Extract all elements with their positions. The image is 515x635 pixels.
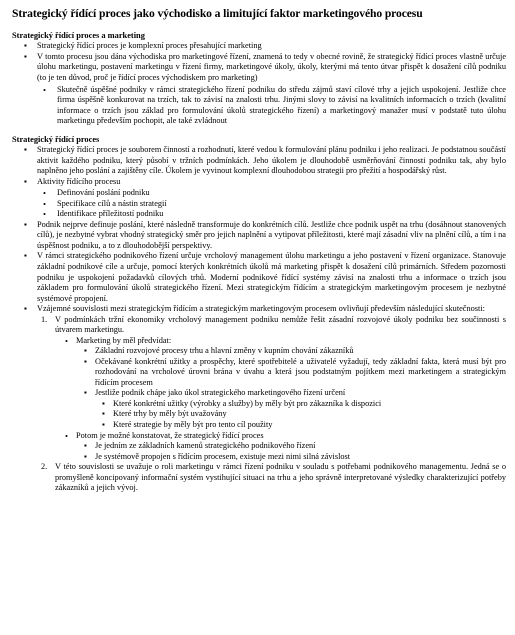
numbered-item-text: V této souvislosti se uvažuje o roli marketingu v rámci řízení podniku v souladu s potřebami podnikového managementu. Jedná se o promyšleně koncipovaný informační systém vystihující situaci na trhu a jeho správně interpretované výsledky charakterizující potřeby zákazníků a jejich vývoj. bbox=[55, 462, 506, 493]
list-item: ▪ Strategický řídící proces je souborem činností a rozhodnutí, které vedou k formulování plánu podniku i jeho realizaci. Je podstatnou součástí aktivit každého podniku, který působí v tržních podmínkách. Jeho úkolem je dlouhodobě usměrňování činnosti podniku tak, aby bylo naplněno jeho poslání a zajištěny cíle. Úkolem je vyvinout komplexní dlouhodobou strategii pro přežití a hospodářský růst. bbox=[12, 145, 506, 177]
conclusion-item: ▪ Je jedním ze základních kamenů strategického podnikového řízení bbox=[76, 441, 506, 452]
list-item: ▪ Strategický řídící proces je komplexní proces přesahující marketing bbox=[12, 41, 506, 52]
deep-item: ▪ Které trhy by měly být uvažovány bbox=[95, 409, 506, 420]
sub-list-item: • Skutečně úspěšné podniky v rámci strategického řízení podniku do středu zájmů staví cílové trhy a jejich uspokojení. Jestliže chce firma úspěšně konkurovat na trzích, tak to závisí na znalosti trhu. Jinými slovy to závisí na kvalitních informacích o trzích (kvalitní informace o trzích jsou základ pro formulování úkolů strategického řízení) a marketingový manažer musí v podstatě tuto úlohu marketingu především pochopit, ale také zvládnout bbox=[37, 85, 506, 127]
nested-item-text: Marketing by měl předvídat: bbox=[76, 335, 172, 345]
nested-item bbox=[55, 336, 506, 431]
list-item-text: V tomto procesu jsou dána východiska pro marketingové řízení, znamená to tedy v obecné rovině, že strategický řídící proces vlastně určuje úlohu marketingu, postavení marketingu v řízení firmy, marketingové úkoly, úkoly, kterými má tento útvar přispět k dosažení cílů podniku (to je ten důvod, proč je řídící proces východiskem pro marketing) bbox=[37, 51, 506, 82]
activity-item: • Specifikace cílů a nástin strategií bbox=[37, 199, 506, 210]
section-heading-strategy-and-marketing: Strategický řídící proces a marketing bbox=[12, 30, 145, 40]
nested-list bbox=[55, 336, 506, 462]
document-title: Strategický řídící proces jako východisko a limitující faktor marketingového procesu bbox=[12, 7, 423, 20]
list-item-text: Aktivity řídícího procesu bbox=[37, 176, 121, 186]
section-heading-strategic-process: Strategický řídící proces bbox=[12, 134, 100, 144]
list-item bbox=[12, 52, 506, 127]
activities-list bbox=[37, 188, 506, 220]
item-number: 2. bbox=[41, 462, 48, 472]
numbered-list bbox=[37, 315, 506, 494]
list-item bbox=[12, 177, 506, 220]
activity-item: • Identifikace příležitostí podniku bbox=[37, 209, 506, 220]
list-item: ▪ Podnik nejprve definuje poslání, které následně transformuje do konkrétních cílů. Jestliže chce podnik uspět na trhu (dosáhnout stanovených cílů), je nezbytné vybrat vhodný strategický směr pro jejich naplnění a vytipovat příležitosti, které mají zásadní vliv na plnění cílů, a tím i na úspěšnost podniku, a to z dlouhodobější perspektivy. bbox=[12, 220, 506, 252]
numbered-item bbox=[37, 315, 506, 462]
forecast-item: ▪ Očekávané konkrétní užitky a prospěchy, které spotřebitelé a uživatelé vyžadují, tedy základní fakta, která musí být pro rozhodování na vrcholové úrovni brána v úvahu a která jsou podstatným pojítkem mezi marketingem a strategickým řídícím procesem bbox=[76, 357, 506, 389]
numbered-item-text: V podmínkách tržní ekonomiky vrcholový management podniku nemůže řešit zásadní rozvojové úkoly podniku bez součinnosti s útvarem marketingu. bbox=[55, 314, 506, 335]
deep-item: ▪ Které konkrétní užitky (výrobky a služby) by měly být pro zákazníka k dispozici bbox=[95, 399, 506, 410]
nested-item bbox=[55, 431, 506, 463]
sub-bullet-list bbox=[37, 85, 506, 127]
forecast-item bbox=[76, 388, 506, 430]
conclusion-item: ▪ Je systémově propojen s řídícím procesem, existuje mezi nimi silná závislost bbox=[76, 452, 506, 463]
forecast-list bbox=[76, 346, 506, 430]
deep-item: ▪ Které strategie by měly být pro tento cíl použity bbox=[95, 420, 506, 431]
list-item-text: Vzájemné souvislosti mezi strategickým řídícím a strategickým marketingovým procesem ovlivňují především následující skutečnosti: bbox=[37, 304, 485, 314]
section1-bullet-list bbox=[12, 41, 506, 126]
item-number: 1. bbox=[41, 314, 48, 324]
nested-item-text: Potom je možné konstatovat, že strategický řídící proces bbox=[76, 430, 264, 440]
activity-item: • Definování poslání podniku bbox=[37, 188, 506, 199]
forecast-item-text: Jestliže podnik chápe jako úkol strategického marketingového řízení určení bbox=[95, 388, 346, 398]
list-item: ▪ V rámci strategického podnikového řízení určuje vrcholový management úlohu marketingu a jeho postavení v řízení organizace. Stanovuje základní podnikové cíle a určuje, pomocí kterých konkrétních úkolů má marketing přispět k dosažení cílů primárních. Středem pozornosti podniku je uspokojení požadavků cílových trhů. Moderní podnikové řídící systémy závisí na znalosti trhu a informace o trzích jsou základem pro formulování úkolů strategického řízení. Mezi strategickým řídícím a strategickým marketingovým procesem je nezbytné systémové propojení. bbox=[12, 251, 506, 304]
forecast-item: ▪ Základní rozvojové procesy trhu a hlavní změny v kupním chování zákazníků bbox=[76, 346, 506, 357]
deep-list bbox=[95, 399, 506, 431]
conclusion-list bbox=[76, 441, 506, 462]
list-item bbox=[12, 304, 506, 494]
section2-bullet-list bbox=[12, 145, 506, 494]
numbered-item bbox=[37, 462, 506, 494]
